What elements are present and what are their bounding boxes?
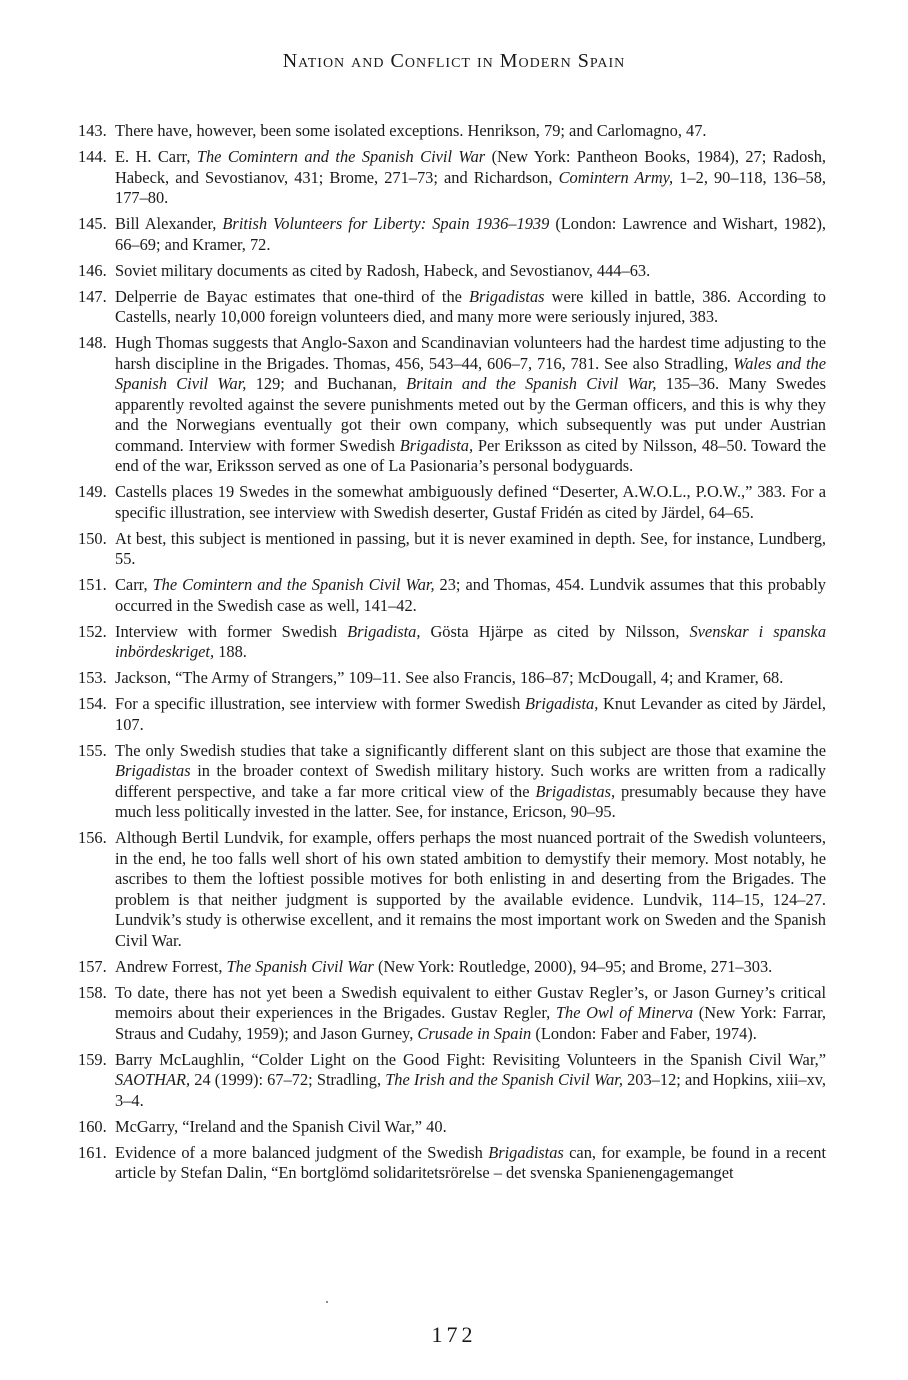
endnote [78, 147, 826, 209]
endnote-segment: 135–36. Many Swedes apparently revolted against the severe punishments meted out by the German officers, and this is why they and the Norwegians eventually got their own company, which subsequently was put under Austrian command. Interview with former Swedish [115, 374, 826, 455]
endnote-text [115, 694, 826, 735]
endnote-text [115, 214, 826, 255]
endnote-title: Brigadista, [525, 694, 599, 713]
endnote-text [115, 121, 826, 142]
endnote-segment: 129; and Buchanan, [246, 374, 407, 393]
endnote-number: 151. [78, 575, 107, 594]
endnote-title: Brigadistas [115, 761, 191, 780]
endnote-segment: For a specific illustration, see interview with former Swedish [115, 694, 526, 713]
endnote [78, 668, 826, 689]
endnote-segment: Carr, [115, 575, 153, 594]
endnote-text [115, 983, 826, 1045]
endnote-segment: Although Bertil Lundvik, for example, offers perhaps the most nuanced portrait of the Swedish volunteers, in the end, he too falls well short of his own stated ambition to demystify their memory. Most notably, he ascribes to them the loftiest possible motives for both enlisting in and deserting from the Brigades. The problem is that neither judgment is supported by the available evidence. Lundvik, 114–15, 124–27. Lundvik’s study is otherwise excellent, and it remains the most important work on Sweden and the Spanish Civil War. [115, 828, 826, 950]
endnote-text [115, 957, 826, 978]
endnote [78, 983, 826, 1045]
endnote-segment: At best, this subject is mentioned in passing, but it is never examined in depth. See, for instance, Lundberg, 55. [115, 528, 826, 568]
endnote-title: Svenskar i spanska inbördeskriget, [115, 621, 827, 661]
endnote-segment: Barry McLaughlin, “Colder Light on the Good Fight: Revisiting Volunteers in the Spanish Civil War,” [115, 1049, 826, 1069]
endnote-text [115, 741, 826, 823]
endnote-segment: were killed in battle, 386. According to Castells, nearly 10,000 foreign volunteers died, and many more were seriously injured, 383. [115, 286, 826, 326]
endnote-segment: The only Swedish studies that take a significantly different slant on this subject are those that examine the [115, 740, 826, 760]
endnote-text [115, 147, 826, 209]
endnote [78, 482, 826, 523]
endnote [78, 694, 826, 735]
endnote-segment: E. H. Carr, [115, 147, 197, 166]
endnote-number: 143. [78, 121, 107, 140]
endnote-text [115, 1117, 826, 1138]
endnotes-list [78, 121, 826, 1189]
endnote-segment: Hugh Thomas suggests that Anglo-Saxon and Scandinavian volunteers had the hardest time adjusting to the harsh discipline in the Brigades. Thomas, 456, 543–44, 606–7, 716, 781. See also Stradling, [115, 333, 826, 373]
endnote-segment: There have, however, been some isolated exceptions. Henrikson, 79; and Carlomagno, 47. [115, 121, 707, 140]
endnote [78, 575, 826, 616]
page-number: 172 [431, 1322, 477, 1347]
endnote-title: Brigadistas [488, 1142, 564, 1162]
endnote-segment: 1–2, 90–118, 136–58, 177–80. [115, 167, 826, 207]
endnote-number: 146. [78, 260, 107, 280]
endnote-segment: (New York: Pantheon Books, 1984), 27; Radosh, Habeck, and Sevostianov, 431; Brome, 271–73; and Richardson, [115, 147, 826, 187]
endnote-segment: can, for example, be found in a recent article by Stefan Dalin, “En bortglömd solidaritetsrörelse – det svenska Spanienengagemanget [115, 1142, 827, 1182]
endnote-title: The Comintern and the Spanish Civil War [196, 147, 486, 166]
endnote-title: Brigadista, [399, 435, 474, 455]
endnote-number: 153. [78, 668, 107, 687]
endnote [78, 529, 826, 570]
endnote [78, 741, 826, 823]
endnote-text [115, 482, 826, 523]
endnote-number: 159. [78, 1049, 107, 1069]
endnote-segment: Knut Levander as cited by Järdel, 107. [115, 694, 826, 734]
endnote [78, 261, 826, 282]
endnote-segment: (New York: Farrar, Straus and Cudahy, 1959); and Jason Gurney, [115, 1003, 826, 1043]
endnote-segment: (London: Lawrence and Wishart, 1982), 66–69; and Kramer, 72. [115, 214, 827, 254]
endnote-segment: 203–12; and Hopkins, xiii–xv, 3–4. [115, 1070, 827, 1110]
endnote-title: The Comintern and the Spanish Civil War, [152, 575, 435, 594]
endnote-segment: Interview with former Swedish [115, 621, 348, 641]
endnote-segment: presumably because they have much less politically invested in the latter. See, for instance, Ericson, 90–95. [115, 781, 827, 821]
endnote-segment: Gösta Hjärpe as cited by Nilsson, [420, 621, 690, 641]
running-head: Nation and Conflict in Modern Spain [282, 50, 626, 72]
endnote-text [115, 529, 826, 570]
endnote-number: 152. [78, 621, 107, 641]
endnote [78, 121, 826, 142]
endnote-number: 160. [78, 1116, 107, 1136]
endnote-text [115, 622, 826, 663]
endnote-title: Britain and the Spanish Civil War, [406, 374, 657, 393]
endnote-text [115, 333, 826, 477]
endnote-text [115, 261, 826, 282]
endnote-text [115, 287, 826, 328]
endnote-text [115, 575, 826, 616]
endnote-title: Brigadistas, [535, 781, 616, 801]
endnote-number: 156. [78, 828, 107, 847]
endnote-text [115, 1050, 826, 1112]
endnote-segment: in the broader context of Swedish military history. Such works are written from a radically different perspective, and take a far more critical view of the [115, 761, 826, 801]
endnote [78, 1117, 826, 1138]
endnote-title: The Owl of Minerva [555, 1003, 694, 1022]
endnote [78, 828, 826, 951]
endnote-text [115, 668, 826, 689]
endnote-segment: Evidence of a more balanced judgment of the Swedish [115, 1142, 489, 1162]
endnote-number: 147. [78, 286, 107, 306]
endnote-segment: Delperrie de Bayac estimates that one-third of the [115, 286, 469, 306]
endnote-number: 149. [78, 482, 107, 501]
endnote-segment: Jackson, “The Army of Strangers,” 109–11. See also Francis, 186–87; McDougall, 4; and Kramer, 68. [115, 668, 784, 687]
endnote-number: 155. [78, 740, 107, 760]
endnote-segment: 24 (1999): 67–72; Stradling, [190, 1070, 386, 1089]
page-speck [326, 1301, 328, 1303]
endnote [78, 1143, 826, 1184]
endnote-title: Wales and the Spanish Civil War, [115, 353, 826, 393]
endnote-title: The Irish and the Spanish Civil War, [385, 1070, 623, 1089]
endnote-text [115, 828, 826, 951]
endnote-segment: Bill Alexander, [115, 214, 223, 233]
endnote-title: Brigadistas [468, 286, 545, 306]
endnote-number: 144. [78, 147, 107, 166]
endnote [78, 622, 826, 663]
endnote-number: 161. [78, 1142, 107, 1162]
endnote-title: British Volunteers for Liberty: Spain 1936–1939 [222, 214, 550, 233]
endnote-number: 157. [78, 956, 107, 976]
endnote [78, 333, 826, 477]
endnote-number: 150. [78, 528, 107, 548]
endnote-title: SAOTHAR, [115, 1070, 191, 1089]
endnote-segment: (New York: Routledge, 2000), 94–95; and Brome, 271–303. [373, 956, 773, 976]
endnote [78, 1050, 826, 1112]
endnote-segment: Andrew Forrest, [115, 956, 227, 976]
endnote-segment: (London: Faber and Faber, 1974). [531, 1023, 757, 1043]
endnote-segment: 23; and Thomas, 454. Lundvik assumes that this probably occurred in the Swedish case as well, 141–42. [115, 575, 827, 615]
endnote-title: Crusade in Spain [417, 1023, 532, 1043]
endnote-segment: Soviet military documents as cited by Radosh, Habeck, and Sevostianov, 444–63. [115, 260, 651, 280]
endnote [78, 214, 826, 255]
endnote-segment: Per Eriksson as cited by Nilsson, 48–50. Toward the end of the war, Eriksson served as one of La Pasionaria’s personal bodyguards. [115, 435, 827, 475]
endnote-title: The Spanish Civil War [226, 956, 374, 976]
endnote [78, 287, 826, 328]
endnote-title: Brigadista, [347, 621, 421, 641]
endnote-segment: 188. [214, 642, 247, 661]
endnote-number: 158. [78, 982, 107, 1002]
endnote-segment: Castells places 19 Swedes in the somewhat ambiguously defined “Deserter, A.W.O.L., P.O.W.,” 383. For a specific illustration, see interview with Swedish deserter, Gustaf Fridén as cited by Järdel, 64–65. [115, 482, 826, 522]
endnote-text [115, 1143, 826, 1184]
endnote-number: 145. [78, 214, 107, 233]
endnote [78, 957, 826, 978]
endnote-title: Comintern Army, [558, 167, 674, 187]
endnote-segment: To date, there has not yet been a Swedish equivalent to either Gustav Regler’s, or Jason Gurney’s critical memoirs about their experiences in the Brigades. Gustav Regler, [115, 982, 826, 1022]
endnote-segment: McGarry, “Ireland and the Spanish Civil War,” 40. [115, 1116, 447, 1136]
endnote-number: 148. [78, 333, 107, 352]
endnote-number: 154. [78, 694, 107, 713]
